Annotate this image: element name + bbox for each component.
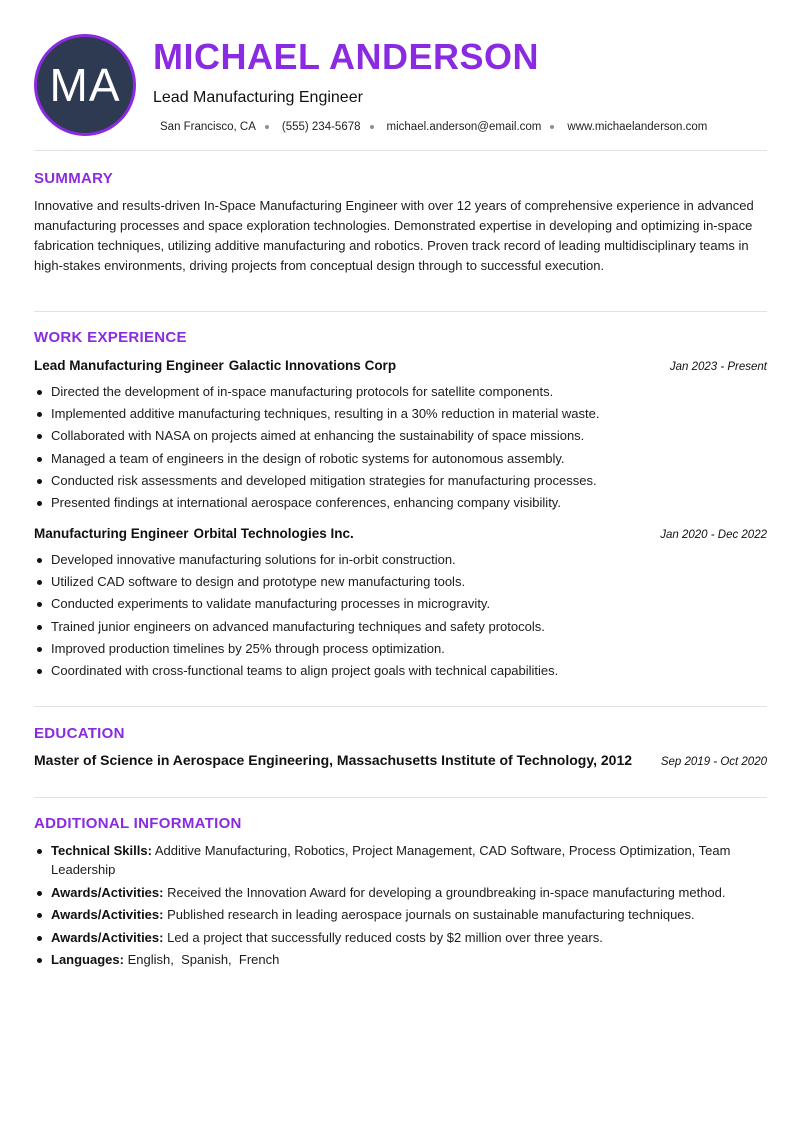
section-divider: [34, 150, 767, 151]
info-text: Received the Innovation Award for developing a groundbreaking in-space manufacturing method.: [167, 884, 726, 900]
experience-heading: WORK EXPERIENCE: [34, 329, 187, 346]
info-label: Awards/Activities:: [51, 907, 164, 922]
list-item: Collaborated with NASA on projects aimed at enhancing the sustainability of space missions.: [34, 425, 754, 447]
list-item: [34, 905, 754, 924]
list-item: Coordinated with cross-functional teams to align project goals with technical capabilities.: [34, 660, 754, 682]
list-item: Implemented additive manufacturing techniques, resulting in a 30% reduction in material waste.: [34, 403, 754, 425]
list-item: Presented findings at international aerospace conferences, enhancing company visibility.: [34, 492, 754, 514]
job-role: Lead Manufacturing Engineer: [34, 358, 224, 373]
contact-bar: [160, 121, 707, 133]
info-text: Published research in leading aerospace journals on sustainable manufacturing techniques.: [167, 907, 695, 922]
info-label: Languages:: [51, 952, 124, 967]
avatar: [34, 34, 136, 136]
education-heading: EDUCATION: [34, 725, 125, 742]
education-degree: Master of Science in Aerospace Engineering, Massachusetts Institute of Technology, 2012: [34, 752, 633, 768]
additional-list: [34, 841, 754, 973]
info-text: Led a project that successfully reduced costs by $2 million over three years.: [167, 929, 603, 945]
avatar-initials: MA: [49, 59, 121, 111]
list-item: [34, 950, 754, 969]
job-company: Orbital Technologies Inc.: [193, 526, 354, 541]
info-text: English, Spanish, French: [127, 952, 280, 967]
list-item: Directed the development of in-space manufacturing protocols for satellite components.: [34, 381, 754, 403]
candidate-title: Lead Manufacturing Engineer: [153, 89, 363, 106]
contact-location: San Francisco, CA: [160, 121, 256, 133]
info-label: Awards/Activities:: [51, 929, 164, 945]
job-bullets: [34, 549, 754, 682]
list-item: Developed innovative manufacturing solutions for in-orbit construction.: [34, 549, 754, 571]
job-bullets: [34, 381, 754, 514]
list-item: Improved production timelines by 25% through process optimization.: [34, 638, 754, 660]
info-label: Awards/Activities:: [51, 884, 164, 900]
job-role: Manufacturing Engineer: [34, 526, 189, 541]
list-item: Utilized CAD software to design and prototype new manufacturing tools.: [34, 571, 754, 593]
list-item: Conducted experiments to validate manufacturing processes in microgravity.: [34, 593, 754, 615]
info-label: Technical Skills:: [51, 843, 152, 858]
list-item: [34, 928, 754, 947]
candidate-name: MICHAEL ANDERSON: [153, 36, 540, 77]
job-dates: Jan 2020 - Dec 2022: [660, 529, 767, 541]
job-role-company: [34, 526, 354, 541]
job-header: [34, 526, 767, 541]
job-company: Galactic Innovations Corp: [228, 358, 397, 373]
list-item: Trained junior engineers on advanced manufacturing techniques and safety protocols.: [34, 616, 754, 638]
dot-separator-icon: [550, 125, 554, 129]
job-header: [34, 358, 767, 373]
section-divider: [34, 311, 767, 312]
job-dates: Jan 2023 - Present: [669, 361, 767, 373]
dot-separator-icon: [265, 125, 269, 129]
additional-heading: ADDITIONAL INFORMATION: [34, 815, 242, 832]
education-entry: [34, 752, 767, 768]
contact-phone: (555) 234-5678: [281, 121, 361, 133]
dot-separator-icon: [370, 125, 374, 129]
list-item: [34, 841, 754, 879]
summary-text: Innovative and results-driven In-Space Manufacturing Engineer with over 12 years of comprehensive experience in advanced manufacturing processes and space exploration technologies. Demonstrated expertise in developing and optimizing in-space fabrication techniques, utilizing additive manufacturing and robotics. Proven track record of leading multidisciplinary teams in high-stakes environments, driving projects from conceptual design through to successful execution.: [34, 198, 754, 273]
contact-website[interactable]: www.michaelanderson.com: [567, 121, 708, 133]
section-divider: [34, 797, 767, 798]
list-item: Conducted risk assessments and developed mitigation strategies for manufacturing processes.: [34, 470, 754, 492]
contact-email[interactable]: michael.anderson@email.com: [386, 121, 542, 133]
section-divider: [34, 706, 767, 707]
job-role-company: [34, 358, 396, 373]
education-dates: Sep 2019 - Oct 2020: [660, 756, 767, 768]
list-item: Managed a team of engineers in the design of robotic systems for autonomous assembly.: [34, 448, 754, 470]
info-text: Additive Manufacturing, Robotics, Project Management, CAD Software, Process Optimization, Team Leadership: [51, 843, 731, 877]
list-item: [34, 883, 754, 902]
summary-heading: SUMMARY: [34, 170, 114, 187]
